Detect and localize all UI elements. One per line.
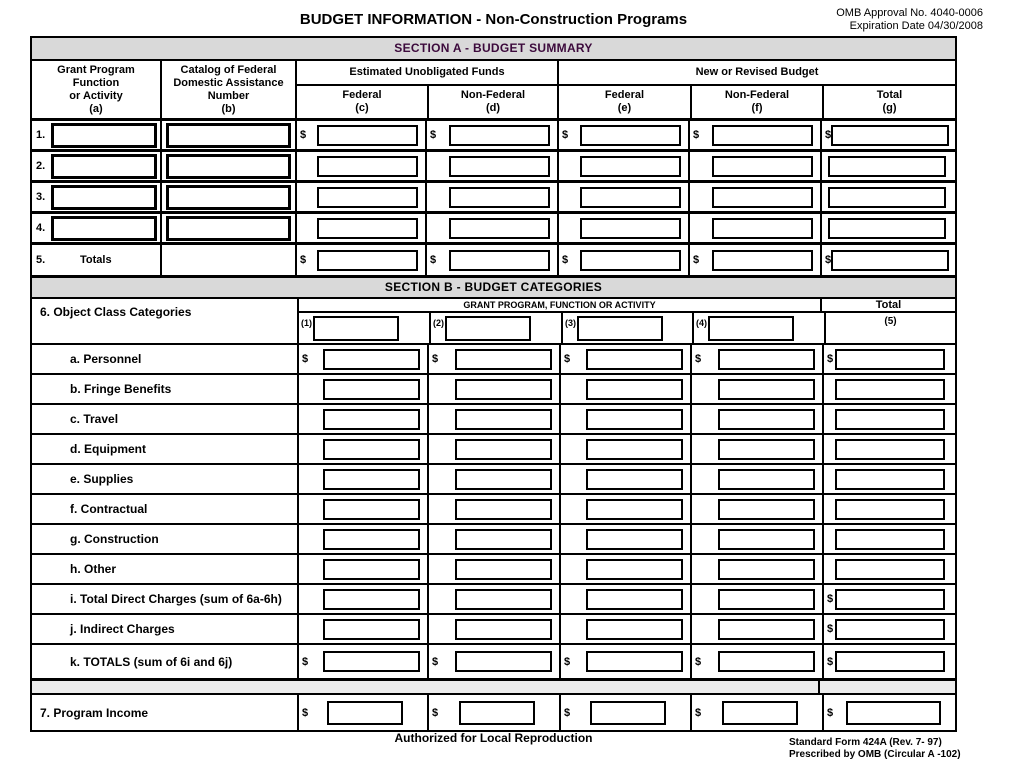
category-label: c. Travel — [70, 412, 119, 426]
column-1-label: (1) — [301, 318, 312, 328]
amount-input[interactable] — [828, 218, 946, 239]
column-header-nonfederal-f — [690, 86, 822, 118]
amount-input[interactable] — [455, 589, 552, 610]
amount-input[interactable] — [455, 619, 552, 640]
dollar-sign: $ — [827, 655, 834, 668]
column-header-total-g — [822, 86, 955, 118]
amount-input[interactable] — [449, 218, 550, 239]
amount-input[interactable] — [455, 439, 552, 460]
dollar-sign: $ — [432, 706, 439, 719]
total-amount-input[interactable] — [580, 250, 681, 271]
col-a-line3: or Activity — [69, 89, 123, 102]
amount-input[interactable] — [586, 349, 683, 370]
row-number: 4. — [36, 222, 46, 234]
category-label: e. Supplies — [70, 472, 134, 486]
amount-input[interactable] — [718, 379, 815, 400]
dollar-sign: $ — [300, 254, 307, 266]
col-e-letter: (e) — [617, 102, 632, 114]
section-a-totals-row — [32, 242, 955, 275]
amount-input[interactable] — [459, 701, 535, 725]
section-b-header: SECTION B - BUDGET CATEGORIES — [32, 275, 955, 299]
row-number: 3. — [36, 191, 46, 203]
grant-program-input[interactable] — [51, 185, 157, 210]
amount-input[interactable] — [455, 529, 552, 550]
activity-name-input[interactable] — [313, 316, 399, 341]
activity-name-input[interactable] — [577, 316, 663, 341]
amount-input[interactable] — [835, 349, 945, 370]
amount-input[interactable] — [835, 651, 945, 672]
amount-input[interactable] — [323, 469, 420, 490]
col-b-line2: Domestic Assistance — [173, 76, 284, 89]
total-amount-input[interactable] — [831, 250, 949, 271]
col-b-line1: Catalog of Federal — [180, 63, 277, 76]
col-d-label: Non-Federal — [460, 89, 526, 101]
dollar-sign: $ — [827, 623, 834, 635]
dollar-sign: $ — [432, 353, 439, 365]
amount-input[interactable] — [323, 379, 420, 400]
category-label: g. Construction — [70, 532, 159, 546]
category-label: i. Total Direct Charges (sum of 6a-6h) — [70, 592, 282, 606]
dollar-sign: $ — [300, 129, 307, 141]
amount-input[interactable] — [835, 559, 945, 580]
object-class-categories-label: 6. Object Class Categories — [40, 305, 192, 319]
amount-input[interactable] — [835, 379, 945, 400]
amount-input[interactable] — [586, 559, 683, 580]
unobligated-funds-header: Estimated Unobligated Funds — [297, 61, 557, 86]
amount-input[interactable] — [586, 619, 683, 640]
col-g-label: Total — [876, 89, 903, 101]
column-group-unobligated — [295, 61, 557, 118]
amount-input[interactable] — [327, 701, 403, 725]
amount-input[interactable] — [831, 125, 949, 146]
amount-input[interactable] — [712, 125, 813, 146]
col-f-label: Non-Federal — [724, 89, 790, 101]
column-5-label: (5) — [884, 316, 897, 327]
dollar-sign: $ — [302, 706, 309, 719]
amount-input[interactable] — [317, 218, 418, 239]
category-row-total-direct-charges — [32, 583, 955, 613]
col-f-letter: (f) — [751, 102, 763, 114]
dollar-sign: $ — [825, 129, 832, 141]
amount-input[interactable] — [835, 439, 945, 460]
page-title: BUDGET INFORMATION - Non-Construction Programs — [299, 11, 688, 28]
amount-input[interactable] — [846, 701, 941, 725]
amount-input[interactable] — [323, 559, 420, 580]
dollar-sign: $ — [432, 655, 439, 668]
cfda-number-input[interactable] — [166, 123, 291, 148]
dollar-sign: $ — [695, 353, 702, 365]
amount-input[interactable] — [835, 589, 945, 610]
program-income-label: 7. Program Income — [40, 705, 149, 720]
amount-input[interactable] — [586, 439, 683, 460]
amount-input[interactable] — [317, 156, 418, 177]
col-b-letter: (b) — [221, 102, 236, 115]
authorized-reproduction-note: Authorized for Local Reproduction — [394, 731, 593, 745]
activity-name-input[interactable] — [708, 316, 794, 341]
amount-input[interactable] — [828, 187, 946, 208]
amount-input[interactable] — [718, 651, 815, 672]
dollar-sign: $ — [562, 254, 569, 266]
category-row-fringe-benefits — [32, 373, 955, 403]
amount-input[interactable] — [580, 218, 681, 239]
amount-input[interactable] — [712, 218, 813, 239]
spacer-band — [32, 678, 955, 693]
row-number: 2. — [36, 160, 46, 172]
amount-input[interactable] — [586, 469, 683, 490]
grant-program-input[interactable] — [51, 216, 157, 241]
dollar-sign: $ — [827, 706, 834, 719]
amount-input[interactable] — [323, 589, 420, 610]
dollar-sign: $ — [693, 254, 700, 266]
category-row-supplies — [32, 463, 955, 493]
amount-input[interactable] — [449, 125, 550, 146]
col-c-label: Federal — [342, 89, 382, 101]
amount-input[interactable] — [580, 156, 681, 177]
column-header-grant-program — [32, 61, 160, 118]
amount-input[interactable] — [455, 379, 552, 400]
grant-program-activity-header: GRANT PROGRAM, FUNCTION OR ACTIVITY — [463, 300, 656, 310]
cfda-number-input[interactable] — [166, 185, 291, 210]
amount-input[interactable] — [449, 156, 550, 177]
category-row-totals — [32, 643, 955, 678]
cfda-number-input[interactable] — [166, 154, 291, 179]
amount-input[interactable] — [323, 349, 420, 370]
category-label: b. Fringe Benefits — [70, 382, 172, 396]
amount-input[interactable] — [323, 499, 420, 520]
program-income-row — [32, 693, 955, 730]
column-header-federal-e — [559, 86, 690, 118]
dollar-sign: $ — [564, 353, 571, 365]
category-row-construction — [32, 523, 955, 553]
amount-input[interactable] — [580, 125, 681, 146]
section-b-subheader — [32, 299, 955, 343]
category-label: a. Personnel — [70, 352, 142, 366]
amount-input[interactable] — [586, 409, 683, 430]
column-4-label: (4) — [696, 318, 707, 328]
dollar-sign: $ — [825, 254, 832, 266]
budget-form-table — [30, 36, 957, 732]
new-revised-budget-header: New or Revised Budget — [559, 61, 955, 86]
dollar-sign: $ — [302, 655, 309, 668]
amount-input[interactable] — [828, 156, 946, 177]
category-label: h. Other — [70, 562, 117, 576]
amount-input[interactable] — [586, 499, 683, 520]
amount-input[interactable] — [722, 701, 798, 725]
omb-expiration-date: Expiration Date 04/30/2008 — [849, 20, 983, 32]
column-header-federal-c — [297, 86, 427, 118]
col-b-line3: Number — [207, 89, 250, 102]
category-row-other — [32, 553, 955, 583]
col-g-letter: (g) — [882, 102, 897, 114]
omb-block — [836, 7, 983, 33]
amount-input[interactable] — [323, 529, 420, 550]
standard-form-number: Standard Form 424A (Rev. 7- 97) — [789, 737, 942, 748]
amount-input[interactable] — [712, 187, 813, 208]
amount-input[interactable] — [590, 701, 666, 725]
amount-input[interactable] — [449, 187, 550, 208]
total-column-header: Total — [820, 299, 955, 311]
amount-input[interactable] — [835, 529, 945, 550]
totals-label: Totals — [80, 254, 112, 266]
category-row-indirect-charges — [32, 613, 955, 643]
cfda-number-input[interactable] — [166, 216, 291, 241]
row-number: 1. — [36, 129, 46, 141]
amount-input[interactable] — [835, 469, 945, 490]
amount-input[interactable] — [455, 499, 552, 520]
section-a-row-3 — [32, 180, 955, 211]
prescribed-by-note: Prescribed by OMB (Circular A -102) — [789, 749, 961, 760]
amount-input[interactable] — [718, 439, 815, 460]
omb-approval-number: OMB Approval No. 4040-0006 — [836, 7, 983, 19]
amount-input[interactable] — [317, 125, 418, 146]
dollar-sign: $ — [695, 655, 702, 668]
dollar-sign: $ — [827, 353, 834, 365]
amount-input[interactable] — [718, 589, 815, 610]
amount-input[interactable] — [718, 529, 815, 550]
section-a-row-2 — [32, 149, 955, 180]
column-group-new-budget — [557, 61, 955, 118]
dollar-sign: $ — [302, 353, 309, 365]
section-a-row-4 — [32, 211, 955, 242]
row-number: 5. — [36, 254, 46, 266]
grant-program-input[interactable] — [51, 154, 157, 179]
col-c-letter: (c) — [355, 102, 369, 114]
dollar-sign: $ — [564, 655, 571, 668]
amount-input[interactable] — [323, 439, 420, 460]
col-e-label: Federal — [604, 89, 645, 101]
dollar-sign: $ — [562, 129, 569, 141]
category-label: j. Indirect Charges — [70, 622, 175, 636]
column-header-cfda — [160, 61, 295, 118]
category-row-personnel — [32, 343, 955, 373]
amount-input[interactable] — [455, 651, 552, 672]
amount-input[interactable] — [455, 559, 552, 580]
total-amount-input[interactable] — [317, 250, 418, 271]
dollar-sign: $ — [695, 706, 702, 719]
amount-input[interactable] — [586, 379, 683, 400]
amount-input[interactable] — [586, 529, 683, 550]
section-a-column-headers — [32, 59, 955, 118]
dollar-sign: $ — [430, 254, 437, 266]
amount-input[interactable] — [835, 499, 945, 520]
total-amount-input[interactable] — [712, 250, 813, 271]
col-d-letter: (d) — [485, 102, 501, 114]
total-amount-input[interactable] — [449, 250, 550, 271]
category-row-equipment — [32, 433, 955, 463]
amount-input[interactable] — [718, 349, 815, 370]
form-number-block — [789, 737, 961, 761]
dollar-sign: $ — [827, 593, 834, 605]
amount-input[interactable] — [586, 589, 683, 610]
dollar-sign: $ — [564, 706, 571, 719]
amount-input[interactable] — [580, 187, 681, 208]
amount-input[interactable] — [323, 651, 420, 672]
category-label: f. Contractual — [70, 502, 148, 516]
amount-input[interactable] — [718, 409, 815, 430]
column-header-nonfederal-d — [427, 86, 557, 118]
category-row-travel — [32, 403, 955, 433]
amount-input[interactable] — [455, 409, 552, 430]
category-label: k. TOTALS (sum of 6i and 6j) — [70, 654, 233, 669]
category-row-contractual — [32, 493, 955, 523]
section-a-header: SECTION A - BUDGET SUMMARY — [32, 38, 955, 59]
col-a-line1: Grant Program — [57, 63, 135, 76]
amount-input[interactable] — [835, 409, 945, 430]
amount-input[interactable] — [718, 499, 815, 520]
amount-input[interactable] — [718, 559, 815, 580]
column-2-label: (2) — [433, 318, 444, 328]
section-a-row-1 — [32, 118, 955, 149]
category-label: d. Equipment — [70, 442, 146, 456]
dollar-sign: $ — [430, 129, 437, 141]
amount-input[interactable] — [712, 156, 813, 177]
amount-input[interactable] — [718, 619, 815, 640]
amount-input[interactable] — [835, 619, 945, 640]
amount-input[interactable] — [323, 409, 420, 430]
col-a-line2: Function — [72, 76, 120, 89]
column-3-label: (3) — [565, 318, 576, 328]
col-a-letter: (a) — [89, 102, 103, 115]
amount-input[interactable] — [586, 651, 683, 672]
amount-input[interactable] — [323, 619, 420, 640]
amount-input[interactable] — [317, 187, 418, 208]
dollar-sign: $ — [693, 129, 700, 141]
activity-name-input[interactable] — [445, 316, 531, 341]
grant-program-input[interactable] — [51, 123, 157, 148]
amount-input[interactable] — [718, 469, 815, 490]
amount-input[interactable] — [455, 469, 552, 490]
amount-input[interactable] — [455, 349, 552, 370]
